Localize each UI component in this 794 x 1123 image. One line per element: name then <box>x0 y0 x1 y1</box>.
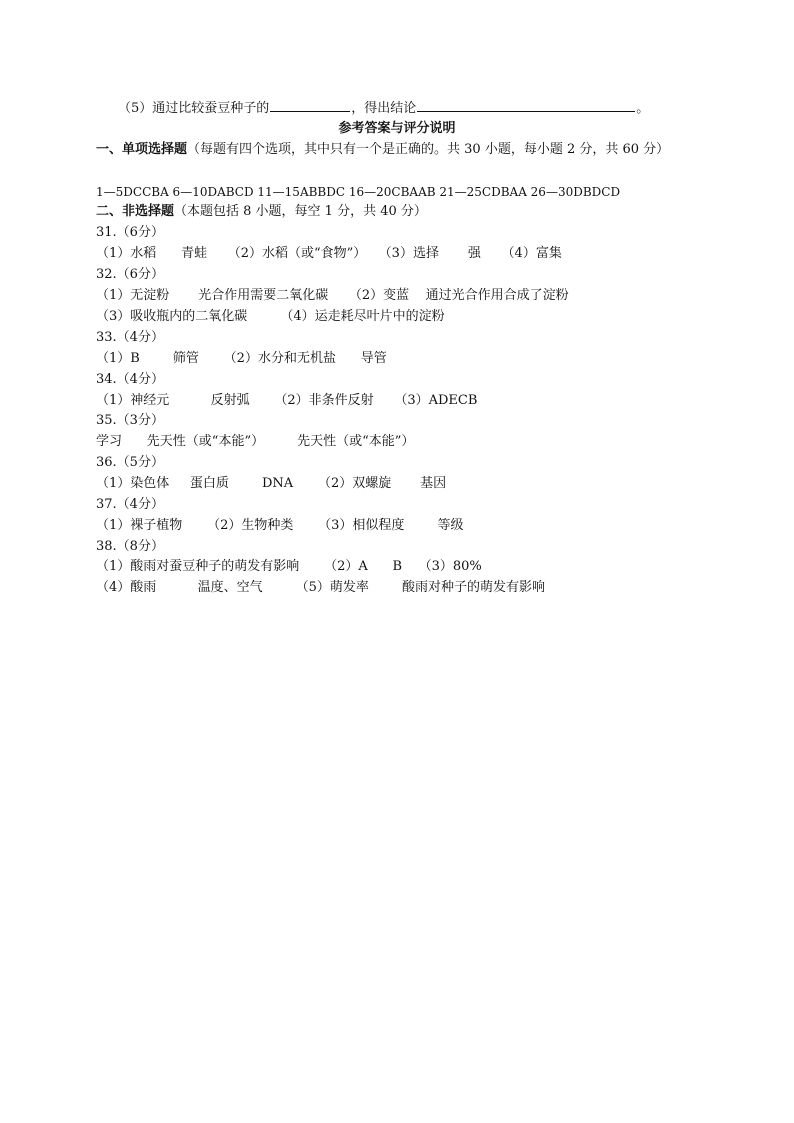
answer-line: 37.（4分） <box>96 497 164 512</box>
q5-blank-1 <box>270 97 350 112</box>
question-5-line <box>118 97 649 119</box>
section-2-heading: 二、非选择题 <box>96 204 175 219</box>
answer-line: （1）神经元 反射弧 （2）非条件反射 （3）ADECB <box>96 393 478 408</box>
answer-line: （1）酸雨对蚕豆种子的萌发有影响 （2）A B （3）80% <box>96 559 482 574</box>
answer-line: 学习 先天性（或“本能”） 先天性（或“本能”） <box>96 434 415 449</box>
q5-middle: ，得出结论 <box>351 101 417 116</box>
answers-title: 参考答案与评分说明 <box>338 121 456 136</box>
section-2-header <box>96 202 427 222</box>
answer-line: 33.（4分） <box>96 330 164 345</box>
answer-line: （1）B 筛管 （2）水分和无机盐 导管 <box>96 351 387 366</box>
answer-line: （1）裸子植物 （2）生物种类 （3）相似程度 等级 <box>96 518 464 533</box>
answer-line: 38.（8分） <box>96 539 164 554</box>
q5-prefix: （5）通过比较蚕豆种子的 <box>118 101 270 116</box>
section-1-note: （每题有四个选项，其中只有一个是正确的。共 30 小题，每小题 2 分，共 60 分） <box>187 142 670 157</box>
answer-line: 36.（5分） <box>96 455 164 470</box>
answer-line: 32.（6分） <box>96 267 164 282</box>
answer-line: （1）水稻 青蛙 （2）水稻（或“食物”） （3）选择 强 （4）富集 <box>96 246 562 261</box>
answer-line: （4）酸雨 温度、空气 （5）萌发率 酸雨对种子的萌发有影响 <box>96 580 545 595</box>
answer-line: 35.（3分） <box>96 413 164 428</box>
answer-line: 34.（4分） <box>96 372 164 387</box>
answer-line: （1）无淀粉 光合作用需要二氧化碳 （2）变蓝 通过光合作用合成了淀粉 <box>96 288 569 303</box>
q5-suffix: 。 <box>636 101 650 116</box>
section-1-header <box>96 140 669 160</box>
answer-line: 31.（6分） <box>96 225 164 240</box>
q5-blank-2 <box>417 97 635 112</box>
section-1-answers: 1—5DCCBA 6—10DABCD 11—15ABBDC 16—20CBAAB 21—25CDBAA 26—30DBDCD <box>96 185 621 199</box>
answer-line: （3）吸收瓶内的二氧化碳 （4）运走耗尽叶片中的淀粉 <box>96 309 445 324</box>
answer-line: （1）染色体 蛋白质 DNA （2）双螺旋 基因 <box>96 476 447 491</box>
section-1-heading: 一、单项选择题 <box>96 142 188 157</box>
section-2-note: （本题包括 8 小题，每空 1 分，共 40 分） <box>174 204 427 219</box>
